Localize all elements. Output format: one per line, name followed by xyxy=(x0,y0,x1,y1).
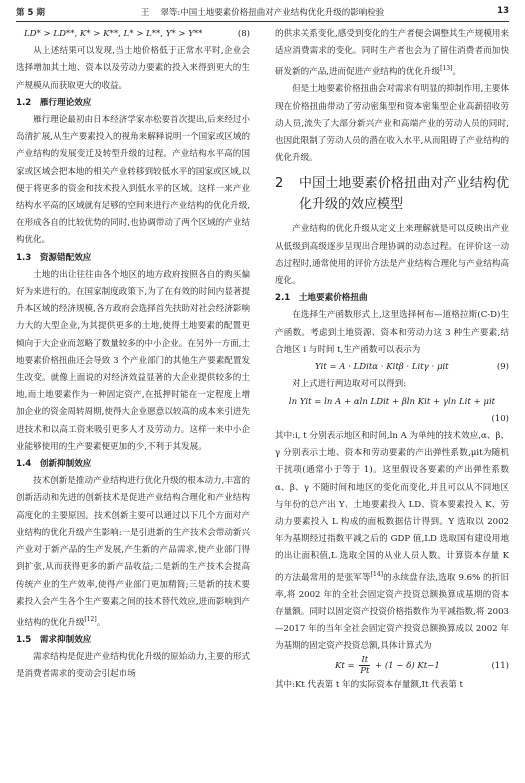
paragraph-text: 其中:i, t 分别表示地区和时间,ln A 为单纯的技术效应,α、β、γ 分别表示土地、资本和劳动要素的产出弹性系数,μit为随机干扰项(通常小于等于 1)。这里假设各要素的产出弹性系数 α、β、γ 不随时间和地区的变化而变化,并且可以从不同地区与年份的总产出 Y、土地要素投入 LD、资本要素投入 K、劳动力要素投入 L 构成的面板数据估计得到。Y 选取以 2002 年为基期经过指数平减之后的 GDP 值,LD 选取国有建设用地的出让面积值,L 选取全国的从业人员人数。计算资本存量 K 的方法最常用的是张军等 xyxy=(275,430,509,583)
equation-11 xyxy=(275,655,509,677)
equation-9-number: (9) xyxy=(496,362,509,373)
paragraph: 需求结构是促进产业结构优化升级的原始动力,主要的形式是消费者需求的变动会引起市场 xyxy=(16,652,250,680)
equation-8 xyxy=(16,26,250,43)
paragraph: 在选择生产函数形式上,这里选择柯布—道格拉斯(C-D)生产函数。考虑到土地资源、资本和劳动力这 3 种生产要素,结合地区 i 与时间 t,生产函数可以表示为 xyxy=(275,310,509,355)
left-column xyxy=(16,26,250,684)
paragraph: 对上式进行两边取对可以得到: xyxy=(292,379,407,390)
paragraph-text: 的永续盘存法,选取 9.6% 的折旧率,将 2002 年的全社会固定资产投资总额换算成基期的资本存量额。同时以固定资产投资价格指数作为平减指数,将 2003—2017 年的当年全社会固定资产投资总额换算成以 2002 年为基期的固定资产投资总额,具体计算式为 xyxy=(275,572,510,652)
equation-9-body: Yit = A · LDitα · Kitβ · Litγ · μit xyxy=(315,362,449,373)
running-header xyxy=(16,6,509,20)
section-heading-2-1: 2.1 土地要素价格扭曲 xyxy=(275,293,368,304)
paragraph: 但是土地要素价格扭曲会对需求有明显的抑制作用,主要体现在价格扭曲带动了劳动密集型和资本密集型企业高薪招收劳动人员,流失了大部分新兴产业和高端产业的劳动人员的同时,也因此限制了劳动人员的潜在收入水平,从而阻碍了产业结构的优化升级。 xyxy=(275,84,509,164)
equation-11-number: (11) xyxy=(491,661,509,672)
equation-10-body: ln Yit = ln A + αln LDit + βln Kit + γln Lit + μit xyxy=(288,396,496,407)
citation: [12] xyxy=(84,615,97,623)
paragraph-end: 。 xyxy=(96,617,106,628)
section-heading-1-5: 1.5 需求抑制效应 xyxy=(16,634,92,645)
equation-8-body: LD* > LD**, K* > K**, L* > L**, Y* > Y** xyxy=(24,29,203,39)
right-column xyxy=(275,26,509,695)
paragraph xyxy=(16,473,250,632)
paragraph-text: 的供求关系变化,感受到变化的生产者便会调整其生产规模用来适应消费需求的变化。同时生产者也会为了留住消费者而加快研发新的产品,进而促进产业结构的优化升级 xyxy=(275,29,509,78)
section-heading-1-4: 1.4 创新抑制效应 xyxy=(16,459,92,470)
paragraph: 产业结构的优化升级从定义上来理解就是可以反映出产业从低级到高级逐步呈现出合理协调的动态过程。在评价这一动态过程时,通常使用的评价方法是产业结构合理化与产业结构高度化。 xyxy=(275,224,509,287)
equation-10 xyxy=(275,394,509,411)
section-heading-1-2: 1.2 雁行理论效应 xyxy=(16,97,92,108)
paragraph-text: 技术创新是推动产业结构进行优化升级的根本动力,丰富的创新活动和先进的创新技术是促进产业结构合理化和产业结构高度化的主要原因。技术创新主要可以通过以下几个方面对产业结构的优化升级产生影响:一是引进新的生产技术会带动新兴产业对于新产品的生产发展,产生新的产品需求,使产业部门得到扩张,从而获得更多的新产品收益;二是新的生产技术会提高传统产业的生产效率,使得产业部门更加精简;三是新的技术要素投入会产生各个生产要素之间的技术替代效应,进而影响到产业结构的优化升级 xyxy=(16,476,250,628)
issue-number: 第 5 期 xyxy=(16,8,45,18)
section-heading-1-3: 1.3 资源错配效应 xyxy=(16,252,92,263)
paragraph: 土地的出让往往由各个地区的地方政府按照各自的购买偏好为来进行的。在国家制度政策下,为了在有效的时间内显著提升本区域的经济规模,各方政府会选择首先扶助对社会经济影响力大的大型企业,为其提供更多的土地,使得土地要素的配置更倾向于大企业而忽略了数量较多的中小企业。在另外一方面,土地要素价格扭曲还会导致 3 个产业部门的其他生产要素配置发生改变。就像上面说的对经济效益显著的大企业提供较多的土地,而土地要素作为一种固定资产,在抵押时能在一定程度上增加企业的资金周转周期,使得大企业愿意以较高的成本来引进先进技术和以高工资来吸引更多人才及劳动力。这样一来中小企业能够使用的生产要素便更加的少,不利于其发展。 xyxy=(16,269,250,452)
equation-11-body xyxy=(335,655,440,677)
fraction-denominator: Pt xyxy=(360,666,370,677)
paragraph xyxy=(275,26,509,81)
equation-10-number: (10) xyxy=(491,413,509,424)
page-number: 13 xyxy=(497,6,509,16)
equation-9 xyxy=(275,359,509,376)
paragraph: 其中:Kt 代表第 t 年的实际资本存量额,It 代表第 t xyxy=(275,680,463,691)
citation: [14] xyxy=(370,570,384,578)
paragraph-end: 。 xyxy=(452,67,461,78)
paragraph xyxy=(275,428,509,655)
running-title: 王 翠等:中国土地要素价格扭曲对产业结构优化升级的影响检验 xyxy=(140,8,385,18)
section-number: 2 xyxy=(275,176,284,192)
section-title: 中国土地要素价格扭曲对产业结构优化升级的效应模型 xyxy=(299,176,509,213)
paragraph: 雁行理论最初由日本经济学家赤松要首次提出,后来经过小岛清扩展,从生产要素投入的视角来解释说明一个国家或区域的产业结构的发展变迁及转型升级的过程。产业结构水平高的国家或区域会把本地的相关产业转移到较低水平的国家或区域,以便于将更多的资金和技术投入到低水平的区域。这样一来产业结构水平高的区域就有足够的空间来进行产业结构的优化升级,在形成各自的比较优势的同时,也协调带动了两个区域的产业结构优化。 xyxy=(16,115,250,246)
citation: [13] xyxy=(440,65,453,73)
equation-11-fraction xyxy=(359,655,370,676)
paragraph: 从上述结果可以发现,当土地价格低于正常水平时,企业会选择增加其土地、资本以及劳动力要素的投入来得到更大的生产规模从而获取更大的收益。 xyxy=(16,46,250,91)
fraction-numerator: It xyxy=(361,655,369,666)
equation-11-rest: + (1 − δ) Kt−1 xyxy=(374,661,440,672)
equation-8-number: (8) xyxy=(237,29,250,39)
equation-11-lhs: Kt = xyxy=(335,661,355,672)
section-heading-2 xyxy=(275,173,509,215)
header-rule xyxy=(16,21,509,22)
